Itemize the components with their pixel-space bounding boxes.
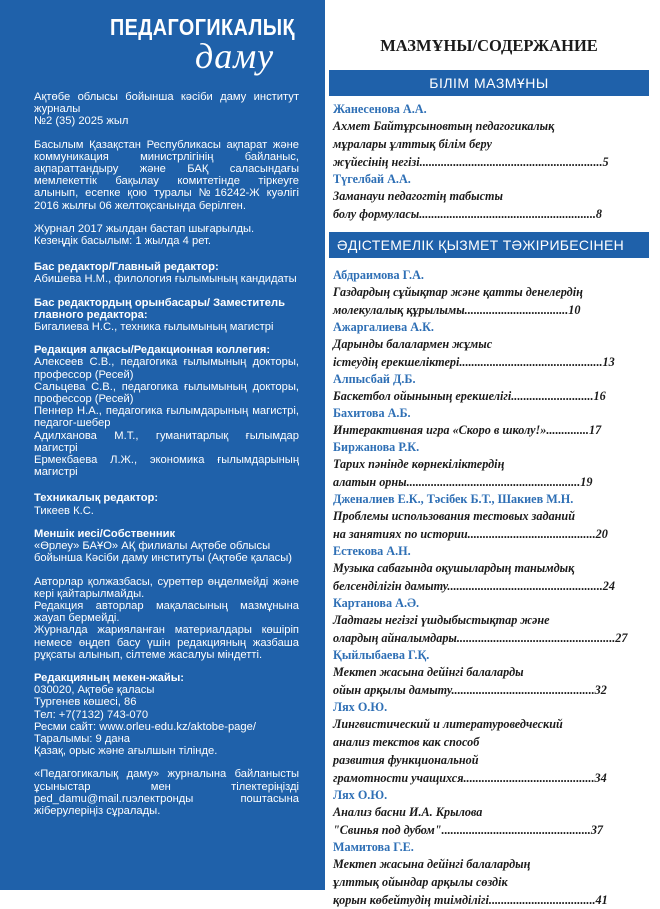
toc-author: Бахитова А.Б. <box>333 406 411 420</box>
toc-title-line: Баскетбол ойынының ерекшелігі...........................16 <box>333 389 606 403</box>
registration-text: Басылым Қазақстан Республикасы ақпарат және коммуникация министрлігінің байланыс, ақпараттандыру және БАҚ саласындағы мемлекеттік бақылау комитетінде тіркеуге алынып, есепке қою туралы №16242-Ж куәлігі 2016 жылғы 06 желтоқсанында берілген. <box>34 138 299 212</box>
toc-section-1 <box>333 101 633 223</box>
tech-editor-value: Тикеев К.С. <box>34 504 94 517</box>
toc-entry[interactable] <box>333 171 633 223</box>
toc-title-line: Тарих пәнінде көрнекіліктердің <box>333 457 505 471</box>
toc-title-line: Ладтағы негізгі үшдыбыстықтар және <box>333 613 550 627</box>
toc-author: Қыйлыбаева Г.Қ. <box>333 648 430 662</box>
toc-author: Лях О.Ю. <box>333 700 388 714</box>
chief-editor-label: Бас редактор/Главный редактор: <box>34 261 219 274</box>
contents-title: МАЗМҰНЫ/СОДЕРЖАНИЕ <box>380 36 598 55</box>
address-label: Редакцияның мекен-жайы: <box>34 671 185 684</box>
phone-line: Тел: +7(7132) 743-070 <box>34 708 149 721</box>
toc-title-line: "Свинья под дубом".................................................37 <box>333 823 604 837</box>
toc-title-line: Газдардың сұйықтар және қатты денелердің <box>333 285 583 299</box>
toc-author: Биржанова Р.К. <box>333 440 420 454</box>
toc-author: Абдраимова Г.А. <box>333 268 424 282</box>
toc-entry[interactable] <box>333 371 633 405</box>
deputy-editor-value: Бигалиева Н.С., техника ғылымының магистрі <box>34 321 274 334</box>
toc-title-line: Анализ басни И.А. Крылова <box>333 805 483 819</box>
toc-author: Алпысбай Д.Б. <box>333 372 416 386</box>
toc-title-line: олардың айналымдары....................................................27 <box>333 631 628 645</box>
address-line: 030020, Ақтөбе қаласы <box>34 684 155 697</box>
board-member: Ермекбаева Л.Ж., экономика ғылымдарының магистрі <box>34 454 299 479</box>
toc-author: Лях О.Ю. <box>333 788 388 802</box>
contact-text: «Педагогикалық даму» журналына байланысты ұсыныстар мен тілектеріңізді ped_damu@mail.ruэлектронды поштасына жіберулеріңіз сұралады. <box>34 768 299 817</box>
logo-line-1: ПЕДАГОГИКАЛЫҚ <box>110 14 296 40</box>
address-line: Тургенев көшесі, 86 <box>34 696 137 709</box>
toc-title-line: Дарынды балалармен жұмыс <box>333 337 493 351</box>
note-manuscripts: Авторлар қолжазбасы, суреттер өңделмейді және кері қайтарылмайды. <box>34 575 299 600</box>
left-info-panel <box>0 0 325 890</box>
website-line: Ресми сайт: www.orleu-edu.kz/aktobe-page/ <box>34 720 256 733</box>
journal-issue: №2 (35) 2025 жыл <box>34 115 129 128</box>
toc-author: Ажаргалиева А.К. <box>333 320 434 334</box>
toc-title-line: на занятиях по истории..........................................20 <box>333 527 608 541</box>
toc-entry[interactable] <box>333 543 633 595</box>
board-member: Пеннер Н.А., педагогика ғылымдарының магистрі, педагог-шебер <box>34 405 299 430</box>
section-header-bilim: БІЛІМ МАЗМҰНЫ <box>329 70 649 96</box>
circulation-line: Таралымы: 9 дана <box>34 732 130 745</box>
section-header-adistemelik: ӘДІСТЕМЕЛІК ҚЫЗМЕТ ТӘЖІРИБЕСІНЕН <box>329 232 649 258</box>
toc-author: Картанова А.Ә. <box>333 596 420 610</box>
toc-title-line: Мектеп жасына дейінгі балалардың <box>333 857 531 871</box>
toc-section-2 <box>333 267 633 909</box>
toc-title-line: молекулалық құрылымы..................................10 <box>333 303 581 317</box>
toc-title-line: Заманауи педагогтің табысты <box>333 189 503 203</box>
toc-title-line: Лингвистический и литературоведческий <box>333 717 563 731</box>
toc-author: Мамитова Г.Е. <box>333 840 414 854</box>
toc-title-line: істеудің ерекшеліктері...............................................13 <box>333 355 615 369</box>
toc-title-line: Интерактивная игра «Скоро в школу!»..............17 <box>333 423 602 437</box>
journal-logo <box>110 14 300 74</box>
chief-editor-value: Абишева Н.М., филология ғылымының кандидаты <box>34 273 297 286</box>
toc-title-line: болу формуласы..........................................................8 <box>333 207 603 221</box>
note-responsibility: Редакция авторлар мақаласының мазмұнына жауап бермейді. <box>34 599 299 625</box>
tech-editor-label: Техникалық редактор: <box>34 492 159 505</box>
note-copyright: Журналда жарияланған материалдары көшіріп немесе өңдеп басу үшін редакцияның жазбаша рұқсаты алынып, сілтеме жасалуы міндетті. <box>34 624 299 661</box>
toc-title-line: қорын көбейтудің тиімділігі...................................41 <box>333 893 608 907</box>
toc-title-line: жүйесінің негізі............................................................5 <box>333 155 609 169</box>
toc-entry[interactable] <box>333 439 633 491</box>
toc-entry[interactable] <box>333 491 633 543</box>
toc-author: Дженалиев Е.К., Тәсібек Б.Т., Шакиев М.Н. <box>333 492 574 506</box>
toc-title-line: Проблемы использования тестовых заданий <box>333 509 575 523</box>
board-member: Адилханова М.Т., гуманитарлық ғылымдар магистрі <box>34 429 299 454</box>
deputy-editor-label: Бас редактордың орынбасары/ Заместитель главного редактора: <box>34 296 285 321</box>
toc-title-line: развития функциональной <box>333 753 479 767</box>
toc-title-line: грамотности учащихся...........................................34 <box>333 771 607 785</box>
toc-title-line: анализ текстов как способ <box>333 735 480 749</box>
toc-title-line: алатын орны.........................................................19 <box>333 475 593 489</box>
toc-title-line: Мектеп жасына дейінгі балаларды <box>333 665 524 679</box>
board-label: Редакция алқасы/Редакционная коллегия: <box>34 344 271 357</box>
toc-author: Түгелбай А.А. <box>333 172 411 186</box>
board-member: Алексеев С.В., педагогика ғылымының докторы, профессор (Ресей) <box>34 356 299 381</box>
toc-title-line: Музыка сабағында оқушылардың танымдық <box>333 561 575 575</box>
toc-author: Естекова А.Н. <box>333 544 411 558</box>
toc-title-line: Ахмет Байтұрсыновтың педагогикалық <box>333 119 555 133</box>
imprint-column <box>34 91 299 817</box>
toc-title-line: ұлттық ойындар арқылы сөздік <box>333 875 508 889</box>
toc-entry[interactable] <box>333 647 633 699</box>
toc-entry[interactable] <box>333 267 633 319</box>
owner-label: Меншік иесі/Собственник <box>34 527 176 540</box>
board-member: Сальцева С.В., педагогика ғылымының докторы, профессор (Ресей) <box>34 380 299 406</box>
contents-panel <box>329 0 649 907</box>
journal-description: Ақтөбе облысы бойынша кәсіби даму институт журналы <box>34 91 299 116</box>
toc-title-line: мұралары ұлттық білім беру <box>333 137 492 151</box>
toc-entry[interactable] <box>333 787 633 839</box>
languages-line: Қазақ, орыс және ағылшын тілінде. <box>34 745 218 758</box>
logo-line-2: даму <box>195 36 275 76</box>
toc-title-line: ойын арқылы дамыту...............................................32 <box>333 683 607 697</box>
toc-title-line: белсенділігін дамыту...................................................24 <box>333 579 615 593</box>
toc-entry[interactable] <box>333 101 633 171</box>
toc-entry[interactable] <box>333 405 633 439</box>
toc-entry[interactable] <box>333 839 633 909</box>
toc-entry[interactable] <box>333 319 633 371</box>
toc-entry[interactable] <box>333 595 633 647</box>
publication-info: Журнал 2017 жылдан бастап шығарылды. Кезеңдік басылым: 1 жылда 4 рет. <box>34 222 255 248</box>
owner-value: «Өрлеу» БАҰО» АҚ филиалы Ақтөбе облысы бойынша Кәсіби даму институты (Ақтөбе қаласы) <box>34 540 293 565</box>
toc-entry[interactable] <box>333 699 633 787</box>
toc-author: Жанесенова А.А. <box>333 102 427 116</box>
